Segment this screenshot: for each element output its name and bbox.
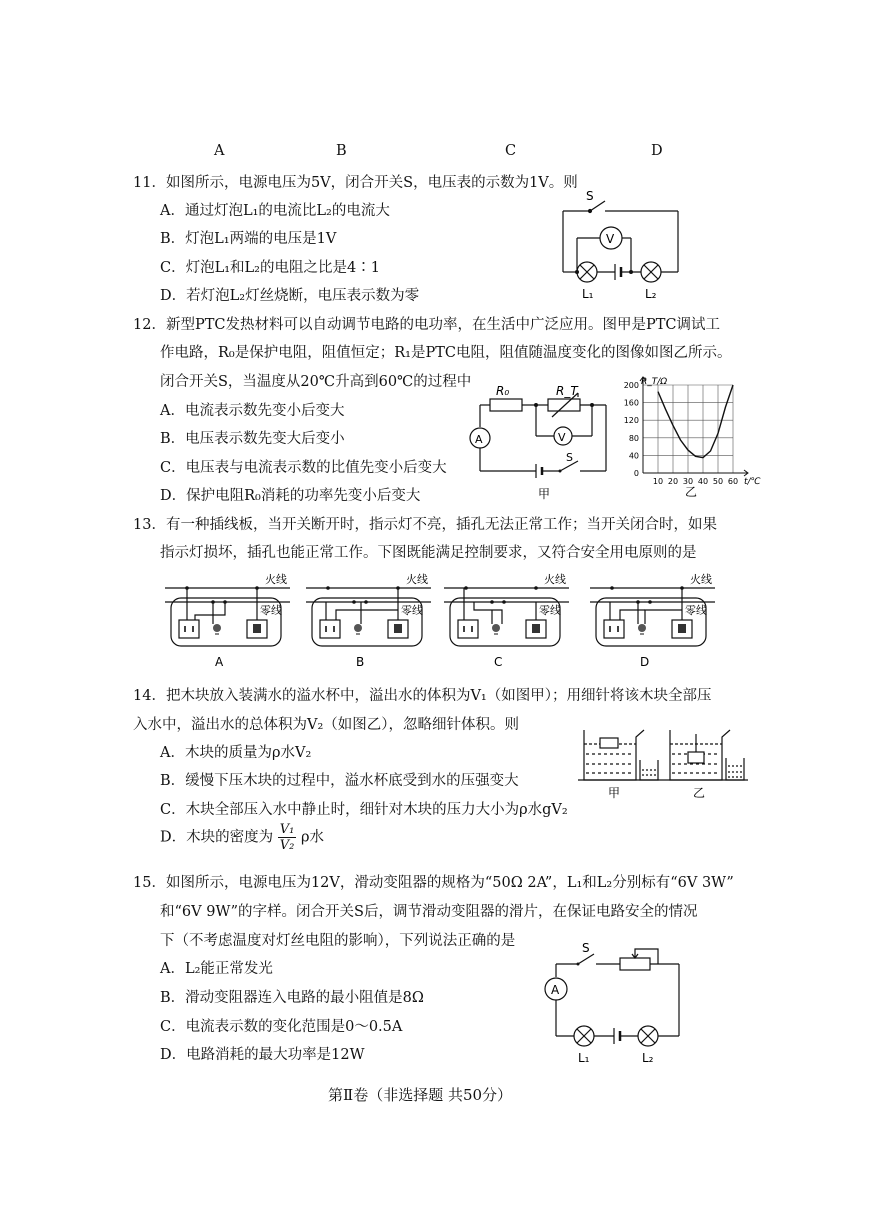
prev-option-label-c: C (505, 143, 517, 159)
chart-y-tick-label: 80 (628, 433, 639, 443)
chart-x-tick-label: 50 (712, 477, 724, 486)
q13-wire (336, 610, 398, 620)
q11-option-d: D．若灯泡L₂灯丝烧断，电压表示数为零 (160, 288, 420, 304)
q13-junction-dot (255, 586, 259, 590)
q11-option-c: C．灯泡L₁和L₂的电阻之比是4∶1 (160, 260, 380, 276)
q11-circuit-diagram (545, 188, 695, 303)
q12-option-a: A．电流表示数先变小后变大 (160, 403, 345, 419)
q13-socket (458, 620, 478, 638)
chart-x-tick-label: 60 (727, 477, 739, 486)
q13-stem-line1: 13．有一种插线板，当开关断开时，指示灯不亮，插孔无法正常工作；当开关闭合时，如果 (133, 517, 717, 533)
q13-switch-rocker (394, 624, 402, 633)
q12-voltmeter-label: V (558, 431, 566, 444)
q11-stem: 11．如图所示，电源电压为5V，闭合开关S，电压表的示数为1V。则 (133, 175, 578, 191)
q12-option-b: B．电压表示数先变大后变小 (160, 431, 345, 447)
q13-diagram-d (590, 570, 720, 670)
section-title: 第Ⅱ卷（非选择题 共50分） (328, 1086, 513, 1104)
q13-junction-dot (364, 600, 368, 604)
q13-switch-rocker (253, 624, 261, 633)
chart-x-axis-label: t/℃ (744, 477, 761, 487)
q12-fig-jia-caption: 甲 (538, 487, 551, 501)
q12-option-d: D．保护电阻R₀消耗的功率先变小后变大 (160, 488, 421, 504)
q13-junction-dot (648, 600, 652, 604)
q14-option-d-suffix: ρ水 (300, 829, 324, 846)
q12-rt-label: R_T (556, 384, 578, 398)
q12-ammeter-label: A (475, 433, 483, 446)
q12-option-c: C．电压表与电流表示数的比值先变小后变大 (160, 460, 447, 476)
q12-stem-line2: 作电路，R₀是保护电阻，阻值恒定；R₁是PTC电阻，阻值随温度变化的图像如图乙所示。 (160, 345, 732, 361)
q14-stem-line2: 入水中，溢出水的总体积为V₂（如图乙），忽略细针体积。则 (133, 717, 520, 733)
q13-indicator-lamp (213, 624, 221, 632)
q13-junction-dot (610, 586, 614, 590)
q15-stem-line2: 和“6V 9W”的字样。闭合开关S后，调节滑动变阻器的滑片，在保证电路安全的情况 (160, 904, 698, 920)
q13-diagram-c (444, 570, 574, 670)
q11-lamp1-label: L₁ (582, 287, 594, 301)
q13-junction-dot (502, 600, 506, 604)
q13-wire (195, 602, 225, 620)
q14-stem-line1: 14．把木块放入装满水的溢水杯中，溢出水的体积为V₁（如图甲）；用细针将该木块全部压 (133, 688, 712, 704)
q13-live-label: 火线 (544, 573, 566, 586)
chart-y-tick-label: 160 (623, 398, 639, 408)
q15-option-c: C．电流表示数的变化范围是0～0.5A (160, 1019, 403, 1035)
q13-junction-dot (396, 586, 400, 590)
q15-circuit-diagram (538, 940, 688, 1065)
q14-option-a: A．木块的质量为ρ水V₂ (160, 745, 312, 761)
q14-option-d-prefix: D．木块的密度为 (160, 829, 274, 846)
q11-option-a: A．通过灯泡L₁的电流比L₂的电流大 (160, 203, 390, 219)
q12-switch-label: S (566, 451, 573, 464)
q13-option-label: C (494, 655, 503, 669)
q15-switch-label: S (582, 941, 590, 955)
q14-density-fraction (278, 822, 297, 853)
q11-option-b: B．灯泡L₁两端的电压是1V (160, 231, 337, 247)
chart-y-tick-label: 120 (623, 416, 639, 426)
chart-x-tick-label: 30 (682, 477, 694, 486)
q13-stem-line2: 指示灯损坏，插孔也能正常工作。下图既能满足控制要求，又符合安全用电原则的是 (160, 545, 697, 561)
q14-option-b: B．缓慢下压木块的过程中，溢水杯底受到水的压强变大 (160, 773, 519, 789)
q14-fig-jia-caption: 甲 (608, 786, 621, 800)
q12-rt-temperature-chart (615, 378, 775, 503)
q14-fig-yi-caption: 乙 (693, 786, 706, 800)
q13-diagram-a (165, 570, 295, 670)
q13-junction-dot (636, 600, 640, 604)
q13-option-label: B (356, 655, 365, 669)
q13-neutral-label: 零线 (401, 604, 423, 617)
q15-stem-line1: 15．如图所示，电源电压为12V，滑动变阻器的规格为“50Ω 2A”，L₁和L₂分别标有“6V 3W” (133, 875, 734, 891)
q15-option-a: A．L₂能正常发光 (160, 961, 273, 977)
q14-overflow-cup-diagram (578, 722, 748, 802)
chart-series-line (658, 385, 733, 458)
q13-switch-rocker (532, 624, 540, 633)
prev-option-label-a: A (214, 143, 225, 159)
q13-junction-dot (490, 600, 494, 604)
q15-option-b: B．滑动变阻器连入电路的最小阻值是8Ω (160, 990, 424, 1006)
q15-option-d: D．电路消耗的最大功率是12W (160, 1047, 365, 1063)
q13-indicator-lamp (492, 624, 500, 632)
q14-option-d (160, 822, 324, 853)
q12-circuit-jia (468, 383, 618, 505)
q13-wire (645, 610, 682, 624)
q11-switch-label: S (586, 189, 594, 203)
q14-fraction-numerator: V₁ (279, 822, 295, 837)
q15-lamp2-label: L₂ (642, 1051, 654, 1065)
chart-x-tick-label: 40 (697, 477, 709, 486)
q13-socket (320, 620, 340, 638)
q13-neutral-label: 零线 (539, 604, 561, 617)
q15-ammeter-label: A (551, 983, 560, 997)
chart-caption: 乙 (685, 485, 698, 499)
q13-live-label: 火线 (265, 573, 287, 586)
q13-junction-dot (185, 586, 189, 590)
q11-voltmeter-label: V (606, 232, 615, 246)
q13-diagram-b (306, 570, 436, 670)
q13-live-label: 火线 (690, 573, 712, 586)
chart-y-tick-label: 40 (628, 451, 639, 461)
q15-stem-line3: 下（不考虑温度对灯丝电阻的影响），下列说法正确的是 (160, 933, 516, 949)
chart-y-axis-label: R_T/Ω (641, 377, 668, 387)
q13-junction-dot (464, 586, 468, 590)
q13-neutral-label: 零线 (260, 604, 282, 617)
q15-lamp1-label: L₁ (578, 1051, 590, 1065)
q13-socket (179, 620, 199, 638)
chart-x-tick-label: 10 (652, 477, 664, 486)
q13-indicator-lamp (638, 624, 646, 632)
prev-option-label-b: B (336, 143, 347, 159)
q13-socket (604, 620, 624, 638)
q12-stem-line1: 12．新型PTC发热材料可以自动调节电路的电功率，在生活中广泛应用。图甲是PTC调试工 (133, 317, 720, 333)
q13-option-label: D (640, 655, 650, 669)
q13-indicator-lamp (354, 624, 362, 632)
q13-junction-dot (352, 600, 356, 604)
q13-junction-dot (680, 586, 684, 590)
q13-junction-dot (211, 600, 215, 604)
q11-lamp2-label: L₂ (645, 287, 657, 301)
q12-r0-label: R₀ (496, 384, 510, 398)
chart-y-tick-label: 0 (633, 469, 639, 478)
q13-junction-dot (326, 586, 330, 590)
prev-option-label-d: D (651, 143, 663, 159)
q13-live-label: 火线 (406, 573, 428, 586)
chart-y-tick-label: 200 (623, 381, 639, 390)
q13-wire (620, 610, 645, 620)
q13-junction-dot (223, 600, 227, 604)
q13-junction-dot (534, 586, 538, 590)
q13-option-label: A (215, 655, 224, 669)
q12-stem-line3: 闭合开关S，当温度从20℃升高到60℃的过程中 (160, 374, 472, 390)
q13-neutral-label: 零线 (685, 604, 707, 617)
q14-fraction-denominator: V₂ (279, 838, 295, 853)
q13-switch-rocker (678, 624, 686, 633)
chart-x-tick-label: 20 (667, 477, 679, 486)
q14-option-c: C．木块全部压入水中静止时，细针对木块的压力大小为ρ水gV₂ (160, 802, 568, 818)
